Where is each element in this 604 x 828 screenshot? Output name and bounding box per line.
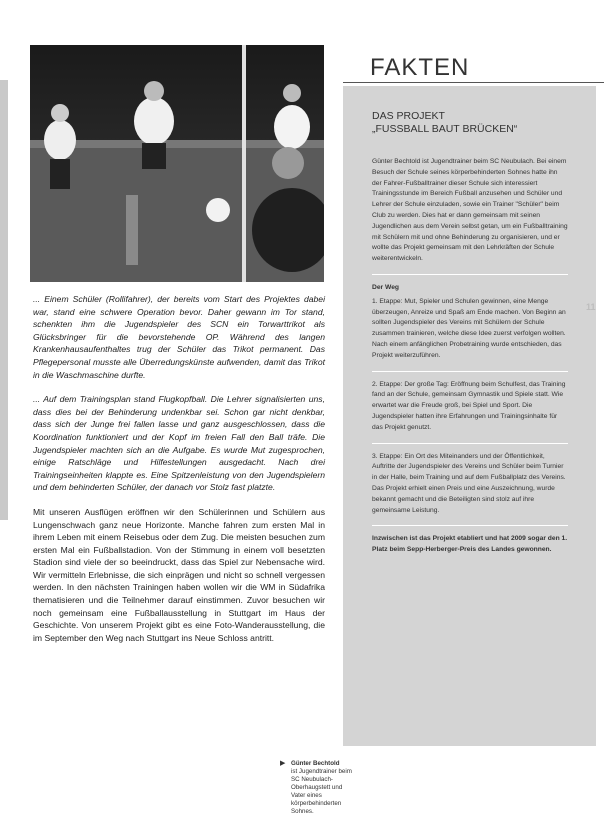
facts-divider-1	[372, 274, 568, 275]
article-paragraph-3: Mit unseren Ausflügen eröffnen wir den Schülerinnen und Schülern aus Lungenschwach ganz neue Horizonte. Manche fahren zum ersten Mal in ihrem Leben mit einem Reisebus oder dem Zug. Die meisten besuchen zum ersten Mal ein Fußballstadion. Von der Stimmung in einem voll besetzten Stadion sind viele der so beeindruckt, dass das Spiel zur Nebensache wird. Wir vermitteln Erlebnisse, die sich einprägen und nicht so schnell vergessen werden. In den nächsten Trainingen haben wollen wir die WM in Südafrika thematisieren und die Teilnehmer darauf einstimmen. Zuvor besuchen wir noch gemeinsam eine Fußballausstellung in Stuttgart im Haus der Geschichte. Von unserem Projekt gibt es eine Foto-Wanderausstellung, die im September den Weg nach Stuttgart ins Neue Schloss antritt.	[33, 506, 325, 643]
step-3: 3. Etappe: Ein Ort des Miteinanders und der Öffentlichkeit, Auftritte der Jugendspieler des Vereins und Schüler beim Turnier in der Halle, beim Training und auf dem Fußballplatz des Vereins. Das Projekt erhielt einen Preis und eine Auszeichnung, wurde bekannt gemacht und die Beteiligten sind stolz auf ihre gemeinsame Leistung.	[372, 452, 566, 514]
caption-text: ist Jugendtrainer beim SC Neubulach-Oberhaugstett und Vater eines körperbehinderten Sohnes.	[291, 768, 352, 815]
project-title-line-2: „FUSSBALL BAUT BRÜCKEN“	[372, 123, 518, 135]
article-paragraph-1: ... Einem Schüler (Rollifahrer), der bereits vom Start des Projektes dabei war, stand eine schwere Operation bevor. Daher gewann im Tor stand, schenkten ihm die Jugendspieler des SCN ein Torwarttrikot als Glücksbringer für die bevorstehende OP. Während des langen Krankenhausaufenthaltes trug der Schüler das Trikot permanent. Das Pflegepersonal musste alle Überredungskünste aufwenden, damit das Trikot in die Waschmaschine durfte.	[33, 294, 325, 380]
award-text: Inzwischen ist das Projekt etabliert und hat 2009 sogar den 1. Platz beim Sepp-Herberger-Preis des Landes gewonnen.	[372, 535, 568, 554]
article-paragraph-2: ... Auf dem Trainingsplan stand Flugkopfball. Die Lehrer signalisierten uns, dass dies bei der Behinderung undenkbar sei. Schon gar nicht denkbar, dass sich der Junge frei fallen lasse und ganz ausgeschlossen, dass die Koordination funktioniert und der Kopf im freien Fall den Ball träfe. Die Jugendspieler machten sich an die Aufgabe. Es wurde Mut zugesprochen, einige Ratschläge und Hilfestellungen ausgedacht. Nach drei Trainingseinheiten klappte es. Eine Spitzenleistung von den Jugendspielern und dem behinderten Schüler, der danach vor Stolz fast platzte.	[33, 394, 325, 493]
caption-arrow-icon: ▶	[280, 760, 286, 767]
project-title	[372, 110, 572, 136]
caption-name: Günter Bechtold	[291, 760, 340, 767]
facts-heading: FAKTEN	[370, 54, 470, 81]
step-1: 1. Etappe: Mut, Spieler und Schulen gewinnen, eine Menge überzeugen, Anreize und Spaß am Ende machen. Von Beginn an sollten Jugendspieler des Vereins mit Schülern der Schule zusammen trainieren, welche diese Idee zuerst verfolgen wollten. Nach einem anfänglichen Probetraining wurde entschieden, das Projekt weiterzuführen.	[372, 297, 566, 359]
facts-divider-2	[372, 371, 568, 372]
football-training-photo-icon	[30, 45, 324, 282]
left-article-column	[33, 293, 325, 656]
training-photo	[30, 45, 324, 282]
facts-divider	[343, 82, 604, 83]
facts-divider-3	[372, 443, 568, 444]
award-note	[372, 534, 568, 556]
step-2: 2. Etappe: Der große Tag: Eröffnung beim Schulfest, das Training fand an der Schule, gemeinsam Gymnastik und Spiele statt. Wie erwartet war die Freude groß, bei Spiel und Sport. Die Jugendspieler hatten ihre Erfahrungen und Trainingsinhalte für das Projekt genutzt.	[372, 380, 566, 431]
weg-heading: Der Weg	[372, 283, 400, 291]
page-edge-bar	[0, 80, 8, 520]
facts-intro: Günter Bechtold ist Jugendtrainer beim SC Neubulach. Bei einem Besuch der Schule seines körperbehinderten Sohnes hatte ihn der Fahrer-Fußballtrainer dieser Schule sich interessiert Trainingsstunde im Bereich Fußball anzusehen und Schüler und Lehrer der Schule einzuladen, sowie ein Trainer "Schüler" beim Club zu werden. Dies hat er dann gemeinsam mit seinen Jugendlichen aus dem Verein selbst getan, um ein Fußballtraining mit Schülern mit und ohne Behinderung zu organisieren, und er wollte das Projekt gemeinsam mit den Lehrkräften der Schule weiterentwickeln.	[372, 158, 568, 263]
facts-divider-4	[372, 525, 568, 526]
project-title-line-1: DAS PROJEKT	[372, 110, 445, 122]
author-caption	[282, 760, 352, 816]
page-number: 11	[586, 302, 596, 312]
facts-body	[372, 157, 568, 565]
